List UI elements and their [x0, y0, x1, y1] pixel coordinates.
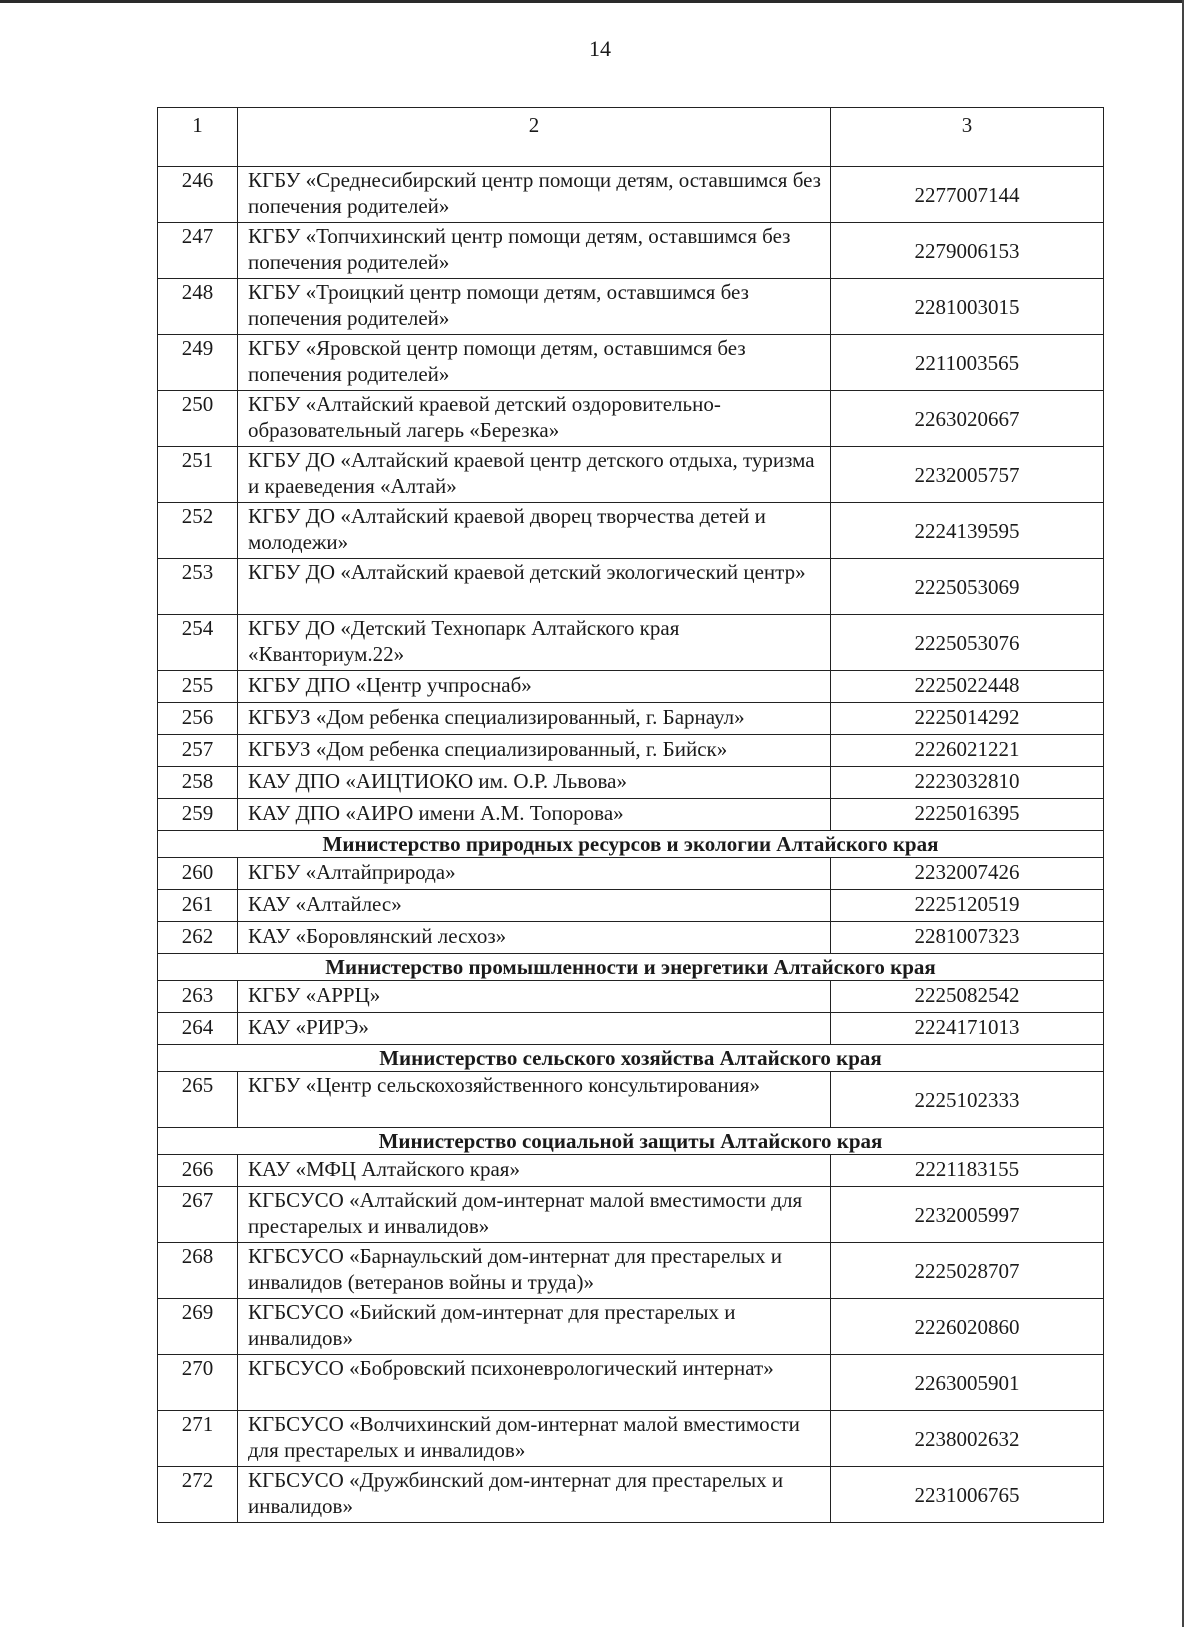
- inn-code: 2225053069: [831, 559, 1104, 615]
- table-row: [158, 703, 1104, 735]
- organization-name: КГБСУСО «Бийский дом-интернат для престарелых и инвалидов»: [238, 1299, 831, 1355]
- table-row: [158, 1072, 1104, 1128]
- table-row: [158, 1355, 1104, 1411]
- organization-name: КГБУ ДО «Алтайский краевой детский экологический центр»: [238, 559, 831, 615]
- section-header-row: [158, 954, 1104, 981]
- inn-code: 2223032810: [831, 767, 1104, 799]
- inn-code: 2279006153: [831, 223, 1104, 279]
- organization-name: КГБУ «Троицкий центр помощи детям, оставшимся без попечения родителей»: [238, 279, 831, 335]
- row-number: 262: [158, 922, 238, 954]
- row-number: 248: [158, 279, 238, 335]
- inn-code: 2225028707: [831, 1243, 1104, 1299]
- table-row: [158, 279, 1104, 335]
- table-row: [158, 1467, 1104, 1523]
- section-header-row: [158, 831, 1104, 858]
- inn-code: 2277007144: [831, 167, 1104, 223]
- row-number: 269: [158, 1299, 238, 1355]
- organization-name: КАУ ДПО «АИЦТИОКО им. О.Р. Львова»: [238, 767, 831, 799]
- organization-name: КАУ «Боровлянский лесхоз»: [238, 922, 831, 954]
- table-row: [158, 167, 1104, 223]
- table-row: [158, 1013, 1104, 1045]
- table-row: [158, 767, 1104, 799]
- organization-name: КГБСУСО «Дружбинский дом-интернат для престарелых и инвалидов»: [238, 1467, 831, 1523]
- organization-name: КАУ «МФЦ Алтайского края»: [238, 1155, 831, 1187]
- inn-code: 2225053076: [831, 615, 1104, 671]
- table-row: [158, 391, 1104, 447]
- table-row: [158, 559, 1104, 615]
- table-row: [158, 890, 1104, 922]
- organization-name: КГБУ «Среднесибирский центр помощи детям, оставшимся без попечения родителей»: [238, 167, 831, 223]
- table-row: [158, 858, 1104, 890]
- table-row: [158, 671, 1104, 703]
- table-row: [158, 335, 1104, 391]
- table-row: [158, 799, 1104, 831]
- inn-code: 2221183155: [831, 1155, 1104, 1187]
- inn-code: 2225102333: [831, 1072, 1104, 1128]
- table-row: [158, 1155, 1104, 1187]
- row-number: 267: [158, 1187, 238, 1243]
- row-number: 271: [158, 1411, 238, 1467]
- organization-name: КГБУ «Топчихинский центр помощи детям, оставшимся без попечения родителей»: [238, 223, 831, 279]
- inn-code: 2211003565: [831, 335, 1104, 391]
- row-number: 268: [158, 1243, 238, 1299]
- table-header-row: [158, 108, 1104, 167]
- row-number: 251: [158, 447, 238, 503]
- header-col-1: 1: [158, 108, 238, 167]
- table-row: [158, 735, 1104, 767]
- table-row: [158, 981, 1104, 1013]
- row-number: 270: [158, 1355, 238, 1411]
- table-row: [158, 503, 1104, 559]
- section-title: Министерство промышленности и энергетики Алтайского края: [158, 954, 1104, 981]
- inn-code: 2226021221: [831, 735, 1104, 767]
- organization-name: КГБУ «Яровской центр помощи детям, оставшимся без попечения родителей»: [238, 335, 831, 391]
- inn-code: 2281007323: [831, 922, 1104, 954]
- inn-code: 2225014292: [831, 703, 1104, 735]
- section-header-row: [158, 1045, 1104, 1072]
- organization-name: КГБУЗ «Дом ребенка специализированный, г. Бийск»: [238, 735, 831, 767]
- row-number: 261: [158, 890, 238, 922]
- inn-code: 2225022448: [831, 671, 1104, 703]
- header-col-2: 2: [238, 108, 831, 167]
- row-number: 260: [158, 858, 238, 890]
- inn-code: 2263005901: [831, 1355, 1104, 1411]
- row-number: 258: [158, 767, 238, 799]
- row-number: 264: [158, 1013, 238, 1045]
- table-body: [158, 108, 1104, 1523]
- table-row: [158, 1299, 1104, 1355]
- organizations-table: [157, 107, 1104, 1523]
- inn-code: 2238002632: [831, 1411, 1104, 1467]
- organization-name: КГБУ «Алтайский краевой детский оздоровительно-образовательный лагерь «Березка»: [238, 391, 831, 447]
- inn-code: 2226020860: [831, 1299, 1104, 1355]
- page-number: 14: [589, 36, 611, 61]
- table-row: [158, 1411, 1104, 1467]
- table-row: [158, 922, 1104, 954]
- row-number: 266: [158, 1155, 238, 1187]
- row-number: 252: [158, 503, 238, 559]
- row-number: 250: [158, 391, 238, 447]
- row-number: 256: [158, 703, 238, 735]
- organization-name: КГБУ «АРРЦ»: [238, 981, 831, 1013]
- row-number: 247: [158, 223, 238, 279]
- section-title: Министерство социальной защиты Алтайского края: [158, 1128, 1104, 1155]
- inn-code: 2232005997: [831, 1187, 1104, 1243]
- row-number: 254: [158, 615, 238, 671]
- organization-name: КГБСУСО «Алтайский дом-интернат малой вместимости для престарелых и инвалидов»: [238, 1187, 831, 1243]
- organization-name: КГБУ ДО «Алтайский краевой дворец творчества детей и молодежи»: [238, 503, 831, 559]
- organization-name: КГБСУСО «Барнаульский дом-интернат для престарелых и инвалидов (ветеранов войны и труда)»: [238, 1243, 831, 1299]
- table-row: [158, 223, 1104, 279]
- organization-name: КАУ «РИРЭ»: [238, 1013, 831, 1045]
- table-row: [158, 615, 1104, 671]
- organization-name: КГБУ ДО «Алтайский краевой центр детского отдыха, туризма и краеведения «Алтай»: [238, 447, 831, 503]
- organization-name: КГБСУСО «Волчихинский дом-интернат малой вместимости для престарелых и инвалидов»: [238, 1411, 831, 1467]
- row-number: 263: [158, 981, 238, 1013]
- organization-name: КГБСУСО «Бобровский психоневрологический интернат»: [238, 1355, 831, 1411]
- table-row: [158, 447, 1104, 503]
- row-number: 259: [158, 799, 238, 831]
- table-row: [158, 1187, 1104, 1243]
- inn-code: 2225016395: [831, 799, 1104, 831]
- organization-name: КГБУ ДПО «Центр учпроснаб»: [238, 671, 831, 703]
- row-number: 265: [158, 1072, 238, 1128]
- organization-name: КГБУ «Алтайприрода»: [238, 858, 831, 890]
- inn-code: 2224171013: [831, 1013, 1104, 1045]
- inn-code: 2225082542: [831, 981, 1104, 1013]
- inn-code: 2231006765: [831, 1467, 1104, 1523]
- row-number: 253: [158, 559, 238, 615]
- organization-name: КГБУ «Центр сельскохозяйственного консультирования»: [238, 1072, 831, 1128]
- sheet-right-edge: [1182, 0, 1200, 1627]
- section-title: Министерство сельского хозяйства Алтайского края: [158, 1045, 1104, 1072]
- row-number: 246: [158, 167, 238, 223]
- row-number: 272: [158, 1467, 238, 1523]
- sheet-top-edge: [0, 0, 1200, 3]
- inn-code: 2263020667: [831, 391, 1104, 447]
- table-row: [158, 1243, 1104, 1299]
- row-number: 257: [158, 735, 238, 767]
- inn-code: 2281003015: [831, 279, 1104, 335]
- inn-code: 2232005757: [831, 447, 1104, 503]
- section-header-row: [158, 1128, 1104, 1155]
- header-col-3: 3: [831, 108, 1104, 167]
- organization-name: КАУ «Алтайлес»: [238, 890, 831, 922]
- section-title: Министерство природных ресурсов и экологии Алтайского края: [158, 831, 1104, 858]
- organization-name: КГБУ ДО «Детский Технопарк Алтайского края «Кванториум.22»: [238, 615, 831, 671]
- inn-code: 2225120519: [831, 890, 1104, 922]
- row-number: 249: [158, 335, 238, 391]
- organization-name: КГБУЗ «Дом ребенка специализированный, г. Барнаул»: [238, 703, 831, 735]
- inn-code: 2224139595: [831, 503, 1104, 559]
- row-number: 255: [158, 671, 238, 703]
- inn-code: 2232007426: [831, 858, 1104, 890]
- organization-name: КАУ ДПО «АИРО имени А.М. Топорова»: [238, 799, 831, 831]
